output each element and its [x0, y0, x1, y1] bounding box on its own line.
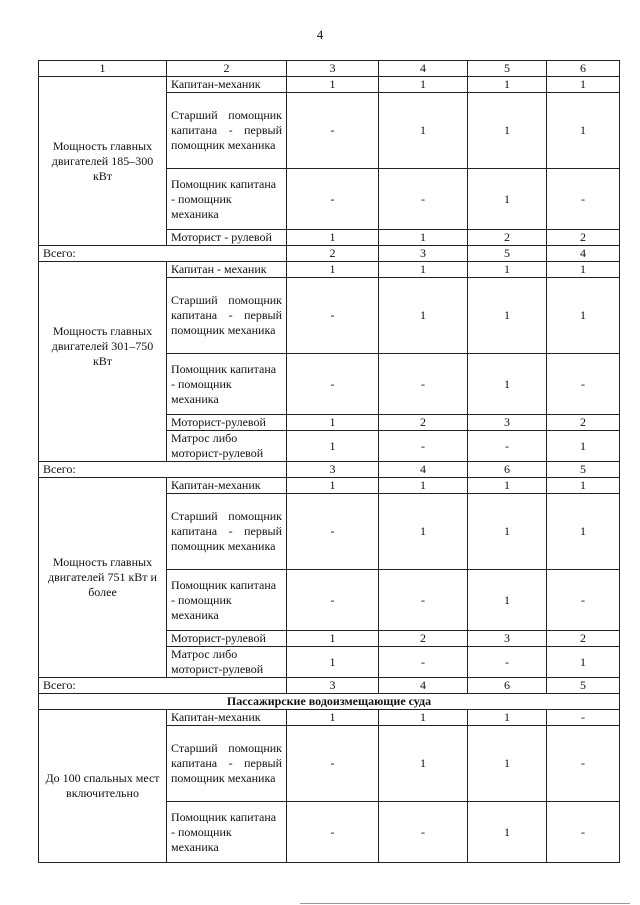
table-row: [39, 478, 620, 494]
value-cell: 4: [379, 678, 468, 694]
value-cell: -: [547, 710, 620, 726]
value-cell: -: [379, 802, 468, 863]
value-cell: -: [547, 726, 620, 802]
value-cell: 1: [468, 710, 547, 726]
value-cell: 1: [379, 93, 468, 169]
value-cell: 6: [468, 462, 547, 478]
value-cell: 1: [379, 278, 468, 354]
value-cell: -: [287, 93, 379, 169]
table-header-row: [39, 61, 620, 77]
value-cell: 1: [547, 647, 620, 678]
footer-divider: [300, 903, 630, 904]
position-cell: Капитан - механик: [167, 262, 287, 278]
total-row: [39, 678, 620, 694]
position-cell: Капитан-механик: [167, 478, 287, 494]
value-cell: -: [287, 494, 379, 570]
value-cell: 1: [468, 802, 547, 863]
value-cell: -: [379, 570, 468, 631]
group-label: До 100 спальных мест включительно: [39, 710, 167, 863]
header-cell: 4: [379, 61, 468, 77]
total-row: [39, 246, 620, 262]
value-cell: 1: [379, 262, 468, 278]
value-cell: 1: [379, 710, 468, 726]
section-title: Пассажирские водоизмещающие суда: [39, 694, 620, 710]
value-cell: 1: [468, 478, 547, 494]
value-cell: 2: [547, 415, 620, 431]
total-row: [39, 462, 620, 478]
value-cell: 1: [468, 278, 547, 354]
header-cell: 5: [468, 61, 547, 77]
value-cell: 4: [379, 462, 468, 478]
value-cell: 1: [547, 93, 620, 169]
value-cell: 1: [379, 230, 468, 246]
table-row: [39, 77, 620, 93]
value-cell: -: [287, 802, 379, 863]
value-cell: -: [379, 647, 468, 678]
value-cell: -: [287, 354, 379, 415]
value-cell: 5: [468, 246, 547, 262]
value-cell: -: [547, 802, 620, 863]
value-cell: -: [547, 354, 620, 415]
value-cell: 5: [547, 462, 620, 478]
position-cell: Старший помощник капитана - первый помощник механика: [167, 93, 287, 169]
value-cell: 4: [547, 246, 620, 262]
value-cell: 3: [287, 462, 379, 478]
value-cell: 3: [287, 678, 379, 694]
table-row: [39, 262, 620, 278]
value-cell: 1: [287, 262, 379, 278]
table-row: [39, 710, 620, 726]
crew-table: [38, 60, 620, 863]
position-cell: Капитан-механик: [167, 77, 287, 93]
value-cell: -: [547, 570, 620, 631]
header-cell: 3: [287, 61, 379, 77]
position-cell: Моторист-рулевой: [167, 631, 287, 647]
position-cell: Помощник капитана - помощник механика: [167, 570, 287, 631]
value-cell: 1: [547, 278, 620, 354]
total-label: Всего:: [39, 246, 287, 262]
value-cell: 5: [547, 678, 620, 694]
position-cell: Помощник капитана - помощник механика: [167, 802, 287, 863]
value-cell: 1: [468, 354, 547, 415]
position-cell: Старший помощник капитана - первый помощник механика: [167, 726, 287, 802]
value-cell: 1: [547, 431, 620, 462]
position-cell: Старший помощник капитана - первый помощник механика: [167, 494, 287, 570]
empty-cell: [39, 431, 167, 462]
value-cell: -: [287, 570, 379, 631]
value-cell: -: [468, 647, 547, 678]
value-cell: 1: [287, 631, 379, 647]
group-label: Мощность главных двигателей 185–300 кВт: [39, 77, 167, 246]
value-cell: -: [547, 169, 620, 230]
value-cell: 1: [468, 726, 547, 802]
position-cell: Матрос либо моторист-рулевой: [167, 647, 287, 678]
value-cell: -: [287, 169, 379, 230]
total-label: Всего:: [39, 678, 287, 694]
header-cell: 2: [167, 61, 287, 77]
position-cell: Помощник капитана - помощник механика: [167, 169, 287, 230]
value-cell: 1: [287, 77, 379, 93]
position-cell: Матрос либо моторист-рулевой: [167, 431, 287, 462]
value-cell: 1: [547, 77, 620, 93]
value-cell: 1: [468, 262, 547, 278]
value-cell: 1: [547, 262, 620, 278]
value-cell: -: [379, 431, 468, 462]
value-cell: 1: [379, 77, 468, 93]
value-cell: 1: [379, 478, 468, 494]
value-cell: 2: [287, 246, 379, 262]
value-cell: 1: [287, 710, 379, 726]
value-cell: 2: [379, 631, 468, 647]
value-cell: 1: [287, 230, 379, 246]
value-cell: 1: [468, 494, 547, 570]
page-number: 4: [316, 27, 324, 42]
value-cell: -: [468, 431, 547, 462]
value-cell: 1: [379, 494, 468, 570]
position-cell: Старший помощник капитана - первый помощник механика: [167, 278, 287, 354]
value-cell: 1: [468, 93, 547, 169]
value-cell: 3: [468, 631, 547, 647]
value-cell: 1: [287, 647, 379, 678]
value-cell: 2: [379, 415, 468, 431]
value-cell: 3: [379, 246, 468, 262]
value-cell: 3: [468, 415, 547, 431]
value-cell: 2: [547, 631, 620, 647]
value-cell: 1: [287, 478, 379, 494]
group-label: Мощность главных двигателей 751 кВт и более: [39, 478, 167, 678]
total-label: Всего:: [39, 462, 287, 478]
value-cell: -: [287, 726, 379, 802]
position-cell: Моторист - рулевой: [167, 230, 287, 246]
position-cell: Капитан-механик: [167, 710, 287, 726]
position-cell: Помощник капитана - помощник механика: [167, 354, 287, 415]
value-cell: 1: [379, 726, 468, 802]
value-cell: 1: [547, 494, 620, 570]
header-cell: 6: [547, 61, 620, 77]
value-cell: 1: [468, 169, 547, 230]
value-cell: 2: [468, 230, 547, 246]
header-cell: 1: [39, 61, 167, 77]
value-cell: 1: [547, 478, 620, 494]
value-cell: 1: [287, 415, 379, 431]
position-cell: Моторист-рулевой: [167, 415, 287, 431]
value-cell: -: [379, 354, 468, 415]
value-cell: 2: [547, 230, 620, 246]
value-cell: 6: [468, 678, 547, 694]
value-cell: -: [379, 169, 468, 230]
value-cell: -: [287, 278, 379, 354]
value-cell: 1: [468, 570, 547, 631]
section-row: [39, 694, 620, 710]
group-label: Мощность главных двигателей 301–750 кВт: [39, 262, 167, 431]
table-row: [39, 431, 620, 462]
value-cell: 1: [468, 77, 547, 93]
value-cell: 1: [287, 431, 379, 462]
